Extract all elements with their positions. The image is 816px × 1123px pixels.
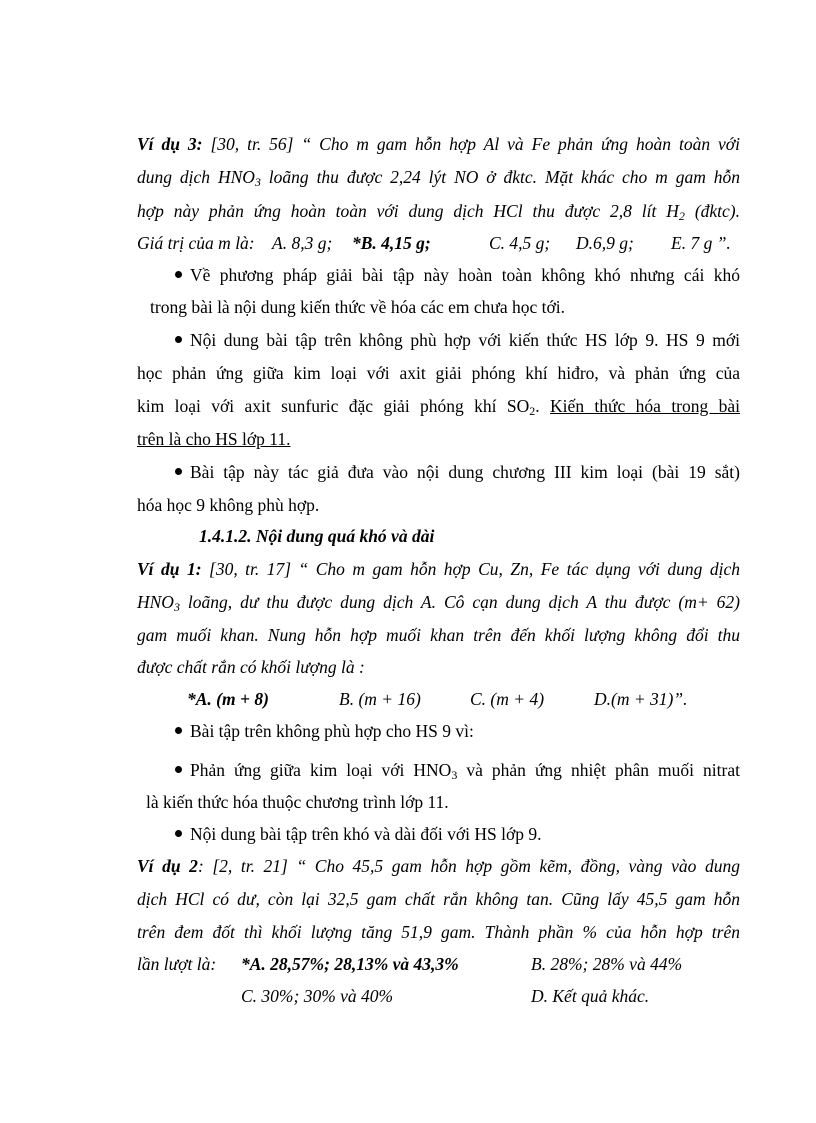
bullet-5-line-1: Phản ứng giữa kim loại với $HNO_3$ và phản ứng nhiệt phân muối nitrat <box>190 760 740 782</box>
bullet-1-line-1: Về phương pháp giải bài tập này hoàn toàn không khó nhưng cái khó <box>190 265 740 285</box>
example-2-line-3: trên đem đốt thì khối lượng tăng 51,9 gam. Thành phần % của hỗn hợp trên <box>137 922 740 942</box>
bullet-4-line-1: Bài tập trên không phù hợp cho HS 9 vì: <box>190 721 474 741</box>
bullet-2-line-2: học phản ứng giữa kim loại với axit giải phóng khí hiđro, và phản ứng của <box>137 363 740 383</box>
example-2-line-1: Ví dụ 2: [2, tr. 21] “ Cho 45,5 gam hỗn hợp gồm kẽm, đồng, vàng vào dung <box>137 856 740 876</box>
example-1-line-3: gam muối khan. Nung hỗn hợp muối khan trên đến khối lượng không đổi thu <box>137 625 740 645</box>
example-1-line-4: được chất rắn có khối lượng là : <box>137 657 365 677</box>
section-heading: 1.4.1.2. Nội dung quá khó và dài <box>199 526 435 546</box>
bullet-6-line-1: Nội dung bài tập trên khó và dài đối với HS lớp 9. <box>190 824 542 844</box>
example-1-label: Ví dụ 1: <box>137 559 202 579</box>
bullet-3-line-2: hóa học 9 không phù hợp. <box>137 495 320 515</box>
example-1-line-1: Ví dụ 1: [30, tr. 17] “ Cho m gam hỗn hợp Cu, Zn, Fe tác dụng với dung dịch <box>137 559 740 579</box>
example-1-option-a-answer: *A. (m + 8) <box>187 689 269 709</box>
bullet-icon <box>175 336 182 343</box>
example-3-line-1: Ví dụ 3: [30, tr. 56] “ Cho m gam hỗn hợp Al và Fe phản ứng hoàn toàn với <box>137 134 740 154</box>
bullet-5-line-2: là kiến thức hóa thuộc chương trình lớp 11. <box>146 792 449 812</box>
bullet-icon <box>175 830 182 837</box>
example-3-label: Ví dụ 3: <box>137 134 203 154</box>
example-3-option-b-answer: *B. 4,15 g; <box>352 233 431 253</box>
example-3-line-4: Giá trị của m là: <box>137 233 255 253</box>
bullet-icon <box>175 766 182 773</box>
example-1-line-2: $HNO_3$ loãng, dư thu được dung dịch A. Cô cạn dung dịch A thu được (m+ 62) <box>137 592 740 614</box>
example-2-option-d: D. Kết quả khác. <box>531 986 650 1006</box>
example-1-option-d: D.(m + 31)”. <box>594 689 688 709</box>
bullet-3-line-1: Bài tập này tác giả đưa vào nội dung chương III kim loại (bài 19 sắt) <box>190 462 740 482</box>
example-3-line-3: hợp này phản ứng hoàn toàn với dung dịch HCl thu được 2,8 lít $H_2$ (đktc). <box>137 201 740 223</box>
bullet-2-line-4: trên là cho HS lớp 11. <box>137 429 291 449</box>
bullet-icon <box>175 468 182 475</box>
example-3-option-e: E. 7 g ”. <box>671 233 731 253</box>
bullet-2-line-3: kim loại với axit sunfuric đặc giải phóng khí $SO_2$. Kiến thức hóa trong bài <box>137 396 741 418</box>
example-2-option-a-answer: *A. 28,57%; 28,13% và 43,3% <box>241 954 459 974</box>
example-2-option-b: B. 28%; 28% và 44% <box>531 954 683 974</box>
example-2-line-2: dịch HCl có dư, còn lại 32,5 gam chất rắn không tan. Cũng lấy 45,5 gam hỗn <box>137 889 740 909</box>
example-2-option-c: C. 30%; 30% và 40% <box>241 986 394 1006</box>
bullet-icon <box>175 727 182 734</box>
example-3-option-d: D.6,9 g; <box>576 233 634 253</box>
example-2-label: Ví dụ 2 <box>137 856 198 876</box>
bullet-2-line-1: Nội dung bài tập trên không phù hợp với kiến thức HS lớp 9. HS 9 mới <box>190 330 740 350</box>
example-3-option-c: C. 4,5 g; <box>489 233 551 253</box>
example-2-line-4: lần lượt là: <box>137 954 217 974</box>
example-1-option-c: C. (m + 4) <box>470 689 545 709</box>
bullet-1-line-2: trong bài là nội dung kiến thức về hóa các em chưa học tới. <box>150 297 566 317</box>
example-3-line-2: dung dịch $HNO_3$ loãng thu được 2,24 lýt NO ở đktc. Mặt khác cho m gam hỗn <box>137 167 740 189</box>
bullet-icon <box>175 271 182 278</box>
example-3-option-a: A. 8,3 g; <box>272 233 333 253</box>
example-1-option-b: B. (m + 16) <box>339 689 421 709</box>
